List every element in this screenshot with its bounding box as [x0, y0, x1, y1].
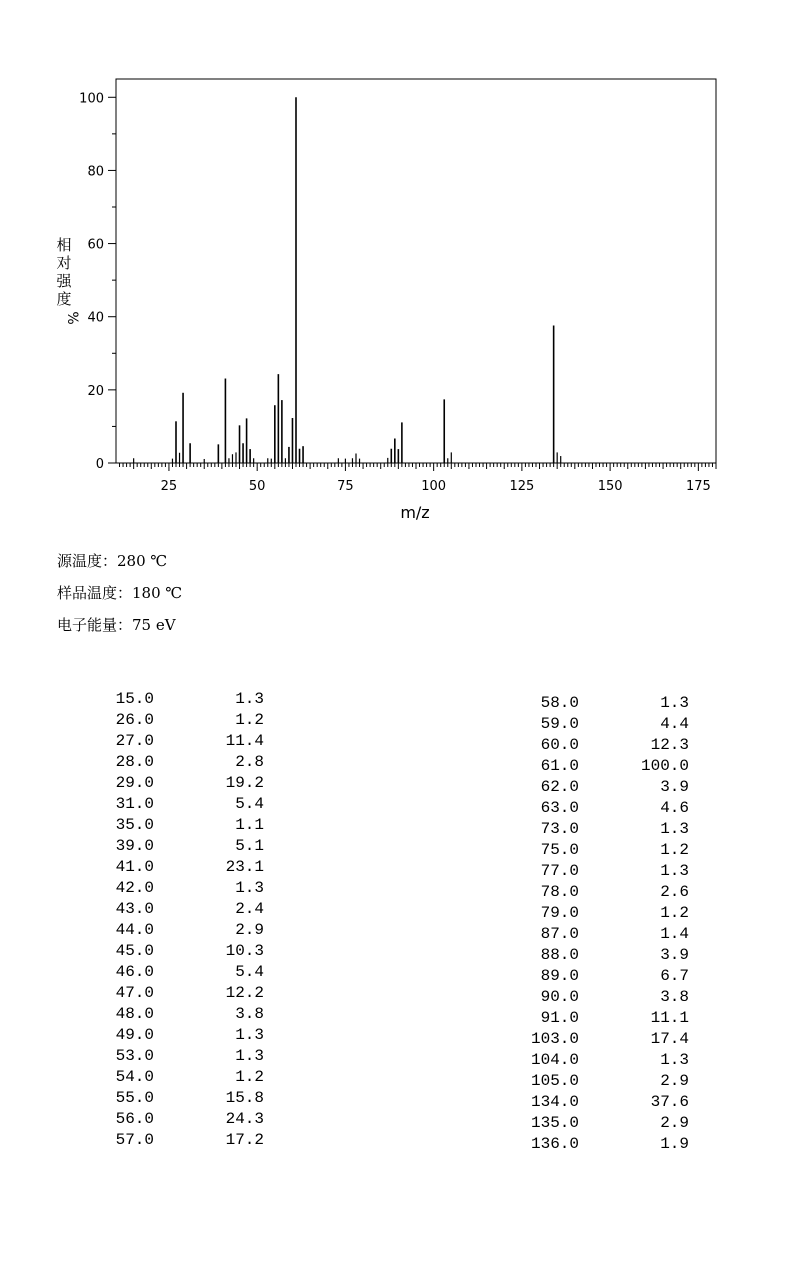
peak-table-row: [84, 1025, 264, 1046]
peak-intensity: 17.2: [225, 1131, 264, 1149]
peak-intensity: 3.8: [660, 988, 689, 1006]
peak-mz: 54.0: [115, 1068, 154, 1086]
peak-table-row: [509, 987, 689, 1008]
x-tick-label: 150: [597, 479, 623, 494]
peak-intensity: 12.3: [650, 736, 689, 754]
y-tick-label: 100: [79, 91, 104, 107]
x-tick-label: 75: [337, 479, 354, 494]
peak-mz: 57.0: [115, 1131, 154, 1149]
y-label-char: 强: [56, 272, 72, 290]
peak-table-row: [84, 962, 264, 983]
peak-intensity: 1.1: [235, 816, 264, 834]
peak-mz: 79.0: [540, 904, 579, 922]
peak-intensity: 1.3: [235, 879, 264, 897]
peak-mz: 104.0: [530, 1051, 579, 1069]
peak-table-right: [509, 693, 689, 1155]
peak-intensity: 2.4: [235, 900, 264, 918]
peak-mz: 134.0: [530, 1093, 579, 1111]
y-label-percent: %: [64, 311, 80, 325]
peak-table-row: [84, 815, 264, 836]
peak-mz: 27.0: [115, 732, 154, 750]
peak-intensity: 3.9: [660, 946, 689, 964]
peak-intensity: 11.1: [650, 1009, 689, 1027]
peak-table-row: [84, 1088, 264, 1109]
peak-intensity: 1.3: [660, 862, 689, 880]
peak-table-row: [509, 903, 689, 924]
x-tick-label: 175: [685, 479, 711, 494]
peak-table-row: [509, 1029, 689, 1050]
peak-intensity: 4.4: [660, 715, 689, 733]
peak-mz: 42.0: [115, 879, 154, 897]
peak-table-row: [84, 710, 264, 731]
y-tick-label: 0: [95, 457, 104, 472]
peak-mz: 41.0: [115, 858, 154, 876]
peak-intensity: 1.4: [660, 925, 689, 943]
peak-intensity: 5.1: [235, 837, 264, 855]
peak-table-row: [509, 1008, 689, 1029]
peak-mz: 105.0: [530, 1072, 579, 1090]
peak-table-row: [509, 1050, 689, 1071]
x-tick-label: 100: [421, 479, 447, 494]
peak-table-row: [509, 714, 689, 735]
peak-intensity: 1.3: [660, 694, 689, 712]
peak-table-row: [84, 920, 264, 941]
y-label-char: 对: [56, 254, 72, 272]
peak-mz: 78.0: [540, 883, 579, 901]
peak-mz: 87.0: [540, 925, 579, 943]
plot-frame: [116, 79, 716, 463]
peak-mz: 49.0: [115, 1026, 154, 1044]
source-temperature: 源温度：280 ℃: [57, 552, 168, 570]
peak-table-row: [509, 798, 689, 819]
peak-table-row: [509, 1113, 689, 1134]
peak-intensity: 1.3: [235, 1026, 264, 1044]
peak-table-row: [509, 945, 689, 966]
y-label-char: 度: [56, 290, 72, 308]
peak-table-row: [509, 819, 689, 840]
peak-intensity: 17.4: [650, 1030, 689, 1048]
peak-intensity: 5.4: [235, 795, 264, 813]
peak-table-row: [84, 1046, 264, 1067]
peak-intensity: 5.4: [235, 963, 264, 981]
peak-mz: 53.0: [115, 1047, 154, 1065]
peak-mz: 28.0: [115, 753, 154, 771]
peak-mz: 90.0: [540, 988, 579, 1006]
peak-table-row: [509, 777, 689, 798]
peak-mz: 35.0: [115, 816, 154, 834]
peak-intensity: 3.8: [235, 1005, 264, 1023]
peak-intensity: 24.3: [225, 1110, 264, 1128]
electron-energy: 电子能量：75 eV: [57, 616, 176, 634]
peak-mz: 59.0: [540, 715, 579, 733]
peak-intensity: 2.6: [660, 883, 689, 901]
peak-table-row: [84, 899, 264, 920]
peak-intensity: 1.2: [235, 711, 264, 729]
peak-intensity: 1.2: [660, 904, 689, 922]
peak-table-row: [509, 1092, 689, 1113]
peak-table-row: [509, 966, 689, 987]
peak-table-row: [509, 1071, 689, 1092]
peak-intensity: 10.3: [225, 942, 264, 960]
peak-mz: 39.0: [115, 837, 154, 855]
peak-intensity: 2.9: [235, 921, 264, 939]
peak-intensity: 1.3: [660, 1051, 689, 1069]
peak-table-row: [84, 1067, 264, 1088]
x-axis: [120, 463, 716, 494]
peak-intensity: 2.9: [660, 1114, 689, 1132]
peak-intensity: 2.9: [660, 1072, 689, 1090]
peak-table-row: [84, 773, 264, 794]
peak-mz: 75.0: [540, 841, 579, 859]
peak-mz: 77.0: [540, 862, 579, 880]
x-axis-label: m/z: [400, 503, 430, 522]
peak-mz: 136.0: [530, 1135, 579, 1153]
peak-intensity: 1.2: [660, 841, 689, 859]
peak-mz: 48.0: [115, 1005, 154, 1023]
peak-table-row: [509, 756, 689, 777]
peak-mz: 45.0: [115, 942, 154, 960]
peak-table-row: [509, 882, 689, 903]
peak-table-row: [84, 941, 264, 962]
x-tick-label: 125: [509, 479, 535, 494]
y-tick-label: 20: [87, 383, 104, 399]
peak-intensity: 4.6: [660, 799, 689, 817]
peak-intensity: 100.0: [640, 757, 689, 775]
peak-table-row: [84, 731, 264, 752]
peak-table-row: [84, 1130, 264, 1151]
x-tick-label: 50: [248, 479, 266, 494]
peak-mz: 44.0: [115, 921, 154, 939]
sample-temperature: 样品温度：180 ℃: [57, 584, 183, 602]
y-label-char: 相: [56, 236, 72, 254]
peak-table-row: [84, 878, 264, 899]
peak-mz: 46.0: [115, 963, 154, 981]
peak-mz: 29.0: [115, 774, 154, 792]
peak-intensity: 19.2: [225, 774, 264, 792]
peak-mz: 55.0: [115, 1089, 154, 1107]
peak-table-row: [84, 689, 264, 710]
peak-table-row: [84, 794, 264, 815]
peak-intensity: 1.3: [235, 1047, 264, 1065]
peak-mz: 60.0: [540, 736, 579, 754]
peak-table-row: [84, 836, 264, 857]
peak-bars: [134, 97, 561, 463]
mass-spectrum-chart: [0, 0, 794, 530]
peak-mz: 15.0: [115, 690, 154, 708]
peak-mz: 63.0: [540, 799, 579, 817]
peak-intensity: 2.8: [235, 753, 264, 771]
peak-mz: 73.0: [540, 820, 579, 838]
peak-intensity: 1.9: [660, 1135, 689, 1153]
peak-intensity: 6.7: [660, 967, 689, 985]
peak-mz: 26.0: [115, 711, 154, 729]
peak-intensity: 1.2: [235, 1068, 264, 1086]
y-axis-label: [56, 236, 80, 325]
peak-table-row: [84, 857, 264, 878]
peak-table-row: [509, 693, 689, 714]
peak-mz: 135.0: [530, 1114, 579, 1132]
peak-intensity: 12.2: [225, 984, 264, 1002]
peak-intensity: 3.9: [660, 778, 689, 796]
peak-intensity: 15.8: [225, 1089, 264, 1107]
peak-mz: 47.0: [115, 984, 154, 1002]
peak-mz: 43.0: [115, 900, 154, 918]
peak-table-row: [509, 924, 689, 945]
peak-mz: 89.0: [540, 967, 579, 985]
peak-table-row: [509, 840, 689, 861]
peak-mz: 58.0: [540, 694, 579, 712]
y-axis: [79, 91, 116, 472]
x-tick-label: 25: [160, 479, 178, 494]
peak-intensity: 11.4: [225, 732, 264, 750]
y-tick-label: 80: [87, 164, 104, 180]
peak-mz: 61.0: [540, 757, 579, 775]
peak-intensity: 23.1: [225, 858, 264, 876]
peak-table-row: [84, 752, 264, 773]
y-tick-label: 60: [87, 237, 104, 253]
peak-mz: 103.0: [530, 1030, 579, 1048]
peak-intensity: 37.6: [650, 1093, 689, 1111]
peak-table-left: [84, 689, 264, 1151]
peak-mz: 91.0: [540, 1009, 579, 1027]
peak-mz: 31.0: [115, 795, 154, 813]
peak-intensity: 1.3: [660, 820, 689, 838]
peak-mz: 88.0: [540, 946, 579, 964]
peak-table-row: [509, 1134, 689, 1155]
peak-mz: 56.0: [115, 1110, 154, 1128]
peak-intensity: 1.3: [235, 690, 264, 708]
peak-table-row: [84, 983, 264, 1004]
peak-table-row: [509, 735, 689, 756]
peak-table-row: [84, 1109, 264, 1130]
peak-table-row: [84, 1004, 264, 1025]
y-tick-label: 40: [87, 310, 104, 326]
peak-mz: 62.0: [540, 778, 579, 796]
peak-table-row: [509, 861, 689, 882]
